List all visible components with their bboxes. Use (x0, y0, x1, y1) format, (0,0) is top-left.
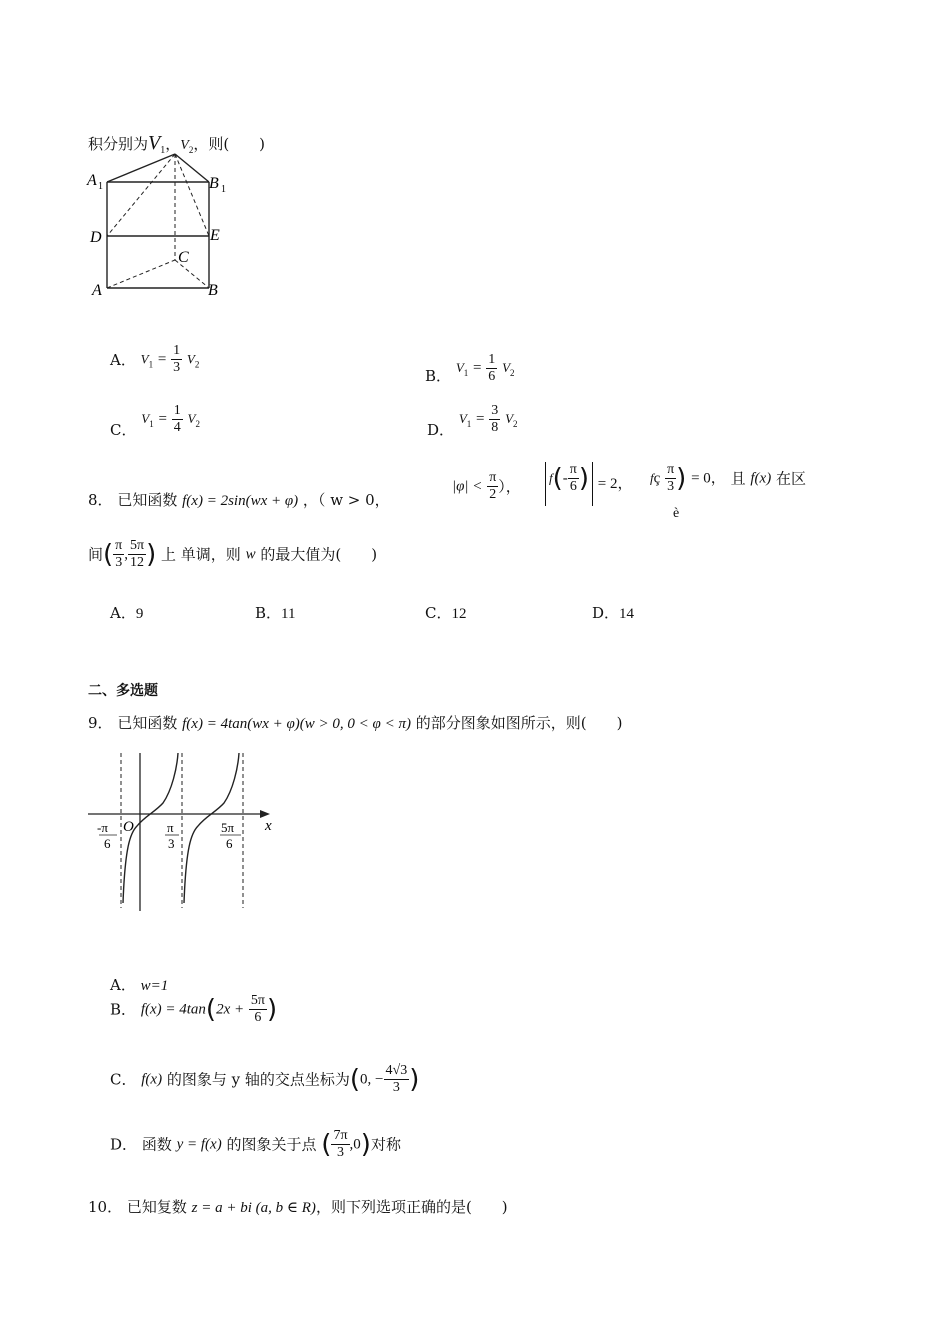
paren-close: ) (146, 539, 157, 570)
q7-option-b[interactable] (425, 350, 515, 386)
numerator: 3 (491, 402, 499, 418)
q7-option-c-key: C． (110, 421, 137, 439)
q7-prism-figure (85, 150, 235, 300)
numerator: 4√3 (385, 1063, 408, 1078)
eq: = (473, 360, 482, 376)
q7-option-d[interactable] (427, 398, 518, 440)
x-label: x (265, 818, 272, 834)
q8-text3: 在区 (776, 469, 807, 488)
label-c: C (178, 249, 189, 266)
x-axis-arrow-icon (260, 810, 270, 818)
q8-eq0: = 0， (691, 470, 726, 487)
q8-option-b-key: B． (255, 604, 282, 622)
q7-intro-prefix: 积分别为 (88, 135, 149, 153)
q9-option-c-key: C． (110, 1070, 137, 1089)
v1-sub: 1 (466, 419, 472, 429)
v1-sub: 1 (463, 368, 469, 378)
q8-stem-line1 (88, 490, 390, 511)
v2: V (186, 351, 195, 367)
denominator: 3 (667, 479, 675, 494)
q9-option-d-text2: 的图象关于点 (226, 1135, 317, 1154)
q9-option-b-lhs: f(x) = 4tan (140, 1001, 206, 1018)
label-b1-sub: 1 (221, 184, 226, 195)
q7-option-d-key: D． (427, 421, 455, 439)
q8-f2-label: f (650, 470, 654, 486)
q8-number: 8． (88, 491, 113, 509)
q10-number: 10． (88, 1198, 123, 1216)
paren-open: ( (103, 539, 114, 570)
label-b1: B (209, 175, 219, 192)
q9-number: 9． (88, 714, 113, 732)
q10-stem (88, 1197, 508, 1218)
paren-open: ( (205, 994, 217, 1025)
q9-text1: 已知函数 (117, 714, 178, 732)
q8-option-d-key: D． (592, 604, 620, 622)
tick-pi: π (167, 820, 174, 835)
q8-cond-f1 (545, 462, 633, 506)
denominator: 6 (488, 368, 496, 384)
q7-option-d-frac (489, 403, 500, 436)
tick-5pi-den: 6 (226, 836, 233, 851)
q9-option-c-fx: f(x) (141, 1071, 163, 1088)
numerator: π (489, 470, 497, 485)
v1: V (455, 360, 464, 375)
q7-option-a[interactable] (110, 343, 199, 376)
denominator: 2 (489, 487, 497, 502)
q8-text2: 且 (730, 469, 746, 488)
q8-option-c-value: 12 (451, 606, 467, 622)
label-a1: A (87, 172, 97, 189)
denominator: 8 (491, 419, 499, 435)
q8-interval-right (128, 538, 146, 571)
denominator: 3 (336, 1145, 344, 1160)
v1: V (141, 411, 150, 426)
denominator: 3 (115, 555, 123, 570)
denominator: 3 (173, 360, 181, 375)
q8-cond-f2 (650, 462, 806, 495)
paren-close: ) (409, 1064, 420, 1095)
paren-open: ( (552, 463, 563, 494)
q8-neg: - (562, 470, 568, 487)
q9-option-d[interactable] (110, 1128, 401, 1161)
q8-cond1: ，（ w > 0， (302, 491, 390, 509)
numerator: π (569, 462, 577, 477)
v2: V (505, 411, 514, 426)
comma: , (124, 546, 128, 563)
label-d: D (90, 229, 102, 246)
q10-text2: ，则下列选项正确的是( ) (315, 1198, 508, 1216)
q8-stem-line2 (88, 538, 377, 571)
v1-sub: 1 (149, 419, 154, 429)
q8-f-label: f (549, 470, 553, 486)
q8-option-a-key: A． (110, 604, 136, 622)
paren-close: ) (676, 463, 687, 494)
q8-option-d-value: 14 (619, 606, 635, 622)
tick-neg-pi: -π (97, 820, 108, 835)
v1-sub: 1 (148, 359, 154, 370)
v1: V (458, 411, 467, 426)
v2-sub: 2 (513, 419, 518, 429)
q8-option-a-value: 9 (135, 606, 144, 622)
q9-option-d-zero: ,0 (349, 1136, 361, 1153)
q9-option-a-text: w=1 (140, 978, 169, 994)
q7-intro-v2-sub: 2 (188, 145, 194, 155)
q7-intro-suffix: ，则( ) (193, 135, 266, 153)
paren-close: ) (578, 463, 590, 494)
q9-option-c-text: 的图象与 y 轴的交点坐标为 (166, 1070, 350, 1089)
v2: V (502, 360, 511, 375)
q8-fx2: f(x) (750, 470, 772, 487)
tick-neg-pi-den: 6 (104, 836, 111, 851)
q9-option-c[interactable] (110, 1063, 419, 1096)
label-b: B (208, 282, 218, 299)
label-a1-sub: 1 (98, 181, 103, 192)
q7-option-b-key: B． (425, 367, 452, 385)
q8-text6: 的最大值为( ) (260, 545, 378, 564)
q7-intro-v1-sub: 1 (160, 145, 166, 156)
q8-pi-over-3 (665, 462, 676, 495)
numerator: π (115, 538, 123, 553)
q9-option-d-text1: 函数 (141, 1135, 172, 1154)
q8-text5: 上 单调，则 (161, 545, 241, 564)
q7-option-c-frac (172, 403, 183, 436)
q8-text4: 间 (88, 545, 104, 564)
v2-sub: 2 (194, 359, 200, 370)
eq: = (158, 411, 167, 427)
q9-option-d-text3: 对称 (370, 1135, 401, 1154)
label-a: A (92, 282, 102, 299)
eq: = (157, 351, 167, 368)
q9-option-c-frac (384, 1063, 410, 1096)
numerator: 1 (173, 402, 181, 418)
denominator: 6 (569, 479, 577, 494)
numerator: π (667, 462, 675, 477)
q9-text2: 的部分图象如图所示，则( ) (415, 714, 623, 732)
q9-option-d-fx: y = f(x) (176, 1136, 222, 1153)
denominator: 6 (254, 1010, 262, 1025)
q8-pi-over-6 (568, 462, 579, 495)
section-title: 二、多选题 (88, 683, 158, 699)
denominator: 3 (392, 1080, 400, 1095)
q7-intro-v2: V (180, 138, 189, 153)
q8-eq2: = 2， (597, 476, 633, 492)
q10-complex: z = a + bi (a, b ∈ R) (191, 1200, 316, 1216)
q7-option-b-frac (486, 352, 497, 385)
q8-egrave: è (673, 506, 680, 521)
q8-option-b-value: 11 (281, 606, 296, 622)
paren-close: ) (266, 994, 278, 1025)
q9-option-b[interactable] (110, 993, 277, 1026)
q9-function: f(x) = 4tan(wx + φ)(w > 0, 0 < φ < π) (182, 716, 411, 732)
q9-stem (88, 713, 622, 734)
v1: V (140, 351, 149, 367)
q8-pi-over-2 (487, 470, 498, 503)
q7-intro-sep: ， (165, 135, 181, 153)
denominator: 12 (130, 555, 145, 570)
denominator: 4 (173, 419, 181, 435)
label-e: E (210, 227, 220, 244)
q9-option-a-key: A． (110, 976, 136, 994)
q8-option-d[interactable] (592, 603, 634, 624)
q9-tan-graph (85, 748, 285, 918)
q8-option-c-key: C． (425, 604, 452, 622)
tick-pi-den: 3 (168, 836, 175, 851)
numerator: 5π (250, 993, 265, 1008)
q8-interval-left (113, 538, 124, 571)
v2-sub: 2 (195, 419, 200, 429)
paren-open: ( (349, 1064, 361, 1095)
q7-option-c[interactable] (110, 398, 200, 440)
numerator: 1 (488, 351, 496, 367)
q7-intro-v1: V (148, 132, 161, 154)
q8-w: w (245, 546, 256, 563)
q9-option-d-frac (331, 1128, 349, 1161)
q10-text1: 已知复数 (126, 1198, 187, 1216)
q9-option-b-key: B． (110, 1000, 137, 1019)
q9-option-b-frac (249, 993, 267, 1026)
numerator: 7π (333, 1128, 348, 1143)
paren-open: ( (321, 1129, 332, 1160)
paren-close: ) (360, 1129, 371, 1160)
q8-cedil: ç (653, 470, 661, 487)
origin-label: O (123, 819, 134, 835)
q8-phi-abs: |φ| < (452, 478, 483, 495)
v2-sub: 2 (510, 368, 515, 378)
q9-option-d-key: D． (110, 1135, 138, 1154)
numerator: 1 (173, 343, 181, 358)
tick-5pi: 5π (221, 820, 235, 835)
numerator: 5π (130, 538, 145, 553)
q9-option-c-zero: 0, − (360, 1071, 384, 1088)
q8-option-c[interactable] (425, 603, 466, 624)
q9-option-b-inner: 2x + (216, 1001, 245, 1018)
q8-option-a[interactable] (110, 603, 143, 624)
q7-option-a-key: A． (110, 350, 136, 369)
q7-option-a-frac (171, 343, 182, 376)
v2: V (187, 411, 196, 426)
q8-text1: 已知函数 (117, 491, 178, 509)
eq: = (476, 411, 485, 427)
abs-bar-group (545, 462, 593, 506)
q8-function: f(x) = 2sin(wx + φ) (182, 493, 299, 509)
q8-close: ）， (498, 477, 521, 496)
q8-phi-bound (452, 470, 521, 503)
q8-option-b[interactable] (255, 603, 295, 624)
